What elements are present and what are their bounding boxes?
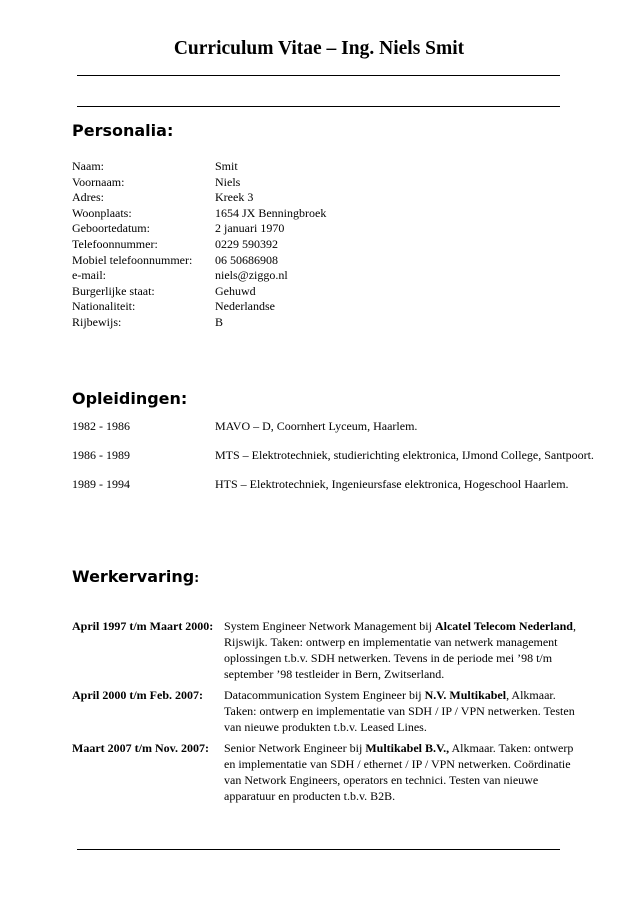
werkervaring-period: April 2000 t/m Feb. 2007:: [72, 688, 203, 702]
document-title: Curriculum Vitae – Ing. Niels Smit: [173, 38, 465, 59]
opleiding-description: MAVO – D, Coornhert Lyceum, Haarlem.: [215, 419, 418, 433]
personalia-value: 06 50686908: [215, 252, 278, 267]
personalia-row: [72, 252, 592, 268]
werkervaring-description: [224, 687, 584, 735]
werkervaring-description: [224, 618, 584, 682]
personalia-label: Nationaliteit:: [72, 299, 136, 314]
opleiding-description: HTS – Elektrotechniek, Ingenieursfase elektronica, Hogeschool Haarlem.: [215, 477, 569, 491]
werkervaring-period: Maart 2007 t/m Nov. 2007:: [72, 741, 209, 755]
personalia-label: Naam:: [72, 159, 104, 173]
personalia-label: Telefoonnummer:: [72, 237, 158, 251]
personalia-row: [72, 283, 592, 299]
personalia-row: [72, 236, 592, 252]
opleiding-period: 1986 - 1989: [72, 448, 130, 462]
personalia-row: [72, 314, 592, 330]
personalia-label: Geboortedatum:: [72, 221, 150, 236]
werkervaring-description: [224, 740, 584, 804]
personalia-row: [72, 205, 592, 221]
werkervaring-details: Alkmaar. Taken: ontwerp en implementatie van SDH / ethernet / IP / VPN netwerken. Coördinatie van Network Engineers, operators en technici. Testen van nieuwe apparatuur en producten t.b.v. B2B.: [224, 741, 574, 803]
personalia-value: Niels: [215, 174, 241, 189]
personalia-value: Smit: [215, 159, 238, 173]
personalia-row: [72, 158, 592, 174]
opleiding-period: 1989 - 1994: [72, 477, 130, 491]
werkervaring-company: N.V. Multikabel: [424, 688, 507, 702]
title-rule-top: [77, 75, 560, 76]
footer-rule: [77, 849, 560, 850]
personalia-label: e-mail:: [72, 268, 106, 283]
opleiding-period: 1982 - 1986: [72, 419, 130, 433]
personalia-row: [72, 189, 592, 205]
personalia-row: [72, 174, 592, 190]
werkervaring-company: Alcatel Telecom Nederland: [434, 619, 573, 633]
personalia-label: Voornaam:: [72, 174, 125, 189]
werkervaring-role-text: Senior Network Engineer bij: [224, 741, 366, 755]
werkervaring-role-text: System Engineer Network Management bij: [224, 619, 435, 633]
werkervaring-details: , Alkmaar. Taken: ontwerp en implementatie van SDH / IP / VPN netwerken. Testen van nieuwe produkten t.b.v. Leased Lines.: [224, 688, 575, 734]
personalia-value: Gehuwd: [215, 283, 256, 298]
personalia-row: [72, 267, 592, 283]
werkervaring-period: April 1997 t/m Maart 2000:: [72, 619, 214, 633]
personalia-value: Kreek 3: [215, 190, 254, 205]
personalia-label: Rijbewijs:: [72, 315, 122, 329]
opleidingen-heading: Opleidingen:: [72, 389, 188, 408]
personalia-value: Nederlandse: [215, 299, 275, 314]
personalia-value: B: [215, 315, 224, 329]
personalia-value: 2 januari 1970: [215, 221, 285, 236]
werkervaring-role-text: Datacommunication System Engineer bij: [224, 688, 425, 702]
personalia-label: Adres:: [72, 190, 104, 205]
personalia-row: [72, 220, 592, 236]
personalia-value: niels@ziggo.nl: [215, 268, 288, 283]
personalia-value: 1654 JX Benningbroek: [215, 205, 327, 220]
personalia-label: Mobiel telefoonnummer:: [72, 252, 193, 267]
personalia-heading: Personalia:: [72, 121, 174, 140]
werkervaring-details: , Rijswijk. Taken: ontwerp en implementatie van netwerk management oplossingen t.b.v. SDH netwerken. Tevens in de periode mei ’98 t/m september ’98 testleider in Bern, Zwitserland.: [224, 619, 576, 681]
opleiding-description: MTS – Elektrotechniek, studierichting elektronica, IJmond College, Santpoort.: [215, 448, 594, 462]
werkervaring-heading-text: Werkervaring: [72, 567, 195, 586]
personalia-label: Burgerlijke staat:: [72, 283, 155, 298]
werkervaring-heading: [72, 567, 199, 586]
personalia-value: 0229 590392: [215, 237, 278, 251]
werkervaring-heading-colon: :: [194, 571, 200, 585]
title-rule-bottom: [77, 106, 560, 107]
personalia-row: [72, 298, 592, 314]
personalia-label: Woonplaats:: [72, 205, 132, 220]
werkervaring-company: Multikabel B.V.,: [365, 741, 450, 755]
